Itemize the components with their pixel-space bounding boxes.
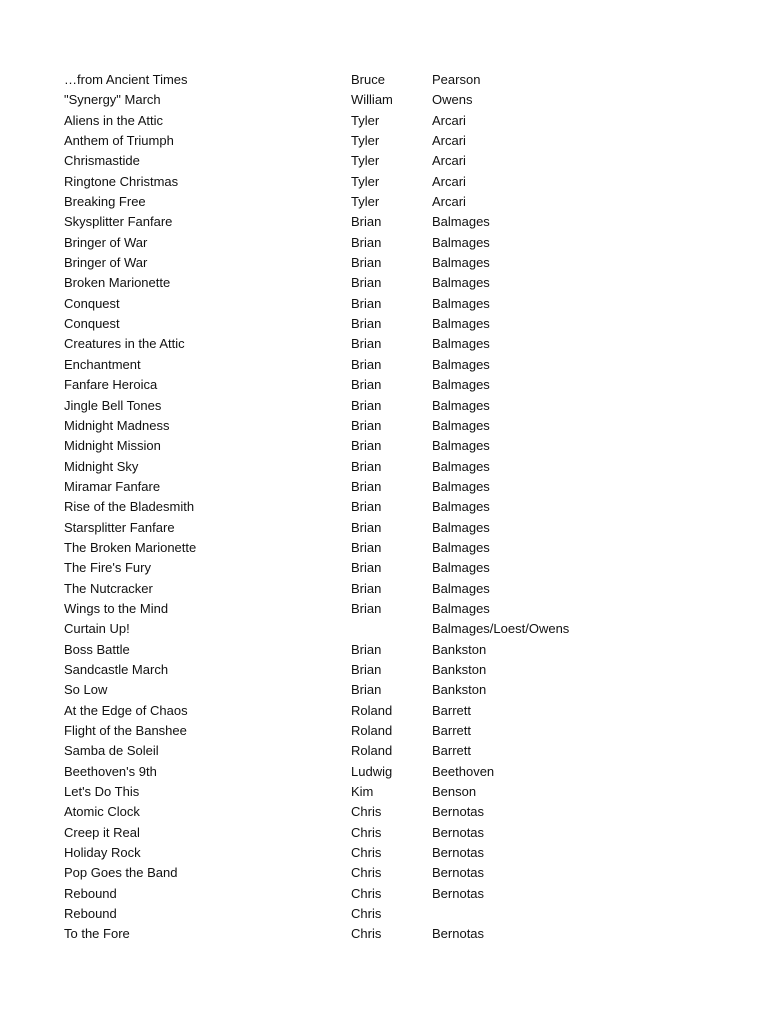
- piece-title: The Broken Marionette: [64, 539, 197, 555]
- list-row: [64, 497, 704, 517]
- piece-title: Midnight Sky: [64, 458, 139, 474]
- composer-first-name: Tyler: [351, 173, 380, 189]
- list-row: [64, 212, 704, 232]
- composer-first-name: Chris: [351, 885, 382, 901]
- composer-last-name: Balmages: [432, 336, 490, 352]
- piece-title: Broken Marionette: [64, 275, 171, 291]
- composer-last-name: Arcari: [432, 194, 466, 210]
- list-row: [64, 253, 704, 273]
- list-row: [64, 640, 704, 660]
- list-row: [64, 375, 704, 395]
- piece-title: Samba de Soleil: [64, 743, 159, 759]
- list-row: [64, 924, 704, 944]
- piece-title: So Low: [64, 682, 108, 698]
- composer-first-name: Brian: [351, 377, 382, 393]
- composer-first-name: Brian: [351, 295, 382, 311]
- list-row: [64, 762, 704, 782]
- list-row: [64, 721, 704, 741]
- piece-title: Bringer of War: [64, 255, 148, 271]
- composer-first-name: Brian: [351, 275, 382, 291]
- piece-title: Boss Battle: [64, 641, 130, 657]
- piece-title: The Nutcracker: [64, 580, 153, 596]
- list-row: [64, 436, 704, 456]
- composer-last-name: Balmages: [432, 214, 490, 230]
- composer-first-name: Chris: [351, 824, 382, 840]
- composer-last-name: Balmages: [432, 519, 490, 535]
- piece-title: "Synergy" March: [64, 92, 161, 108]
- piece-title: Rise of the Bladesmith: [64, 499, 195, 515]
- piece-title: Curtain Up!: [64, 621, 130, 637]
- composer-first-name: Brian: [351, 600, 382, 616]
- list-row: [64, 131, 704, 151]
- composer-last-name: Bernotas: [432, 845, 485, 861]
- composer-first-name: Brian: [351, 316, 382, 332]
- list-row: [64, 558, 704, 578]
- list-row: [64, 314, 704, 334]
- composer-first-name: Brian: [351, 458, 382, 474]
- composer-first-name: Chris: [351, 865, 382, 881]
- list-row: [64, 701, 704, 721]
- piece-title: …from Ancient Times: [64, 72, 188, 87]
- piece-title: Midnight Madness: [64, 417, 170, 433]
- composer-last-name: Balmages: [432, 295, 490, 311]
- composer-last-name: Bankston: [432, 682, 487, 698]
- composer-last-name: Arcari: [432, 133, 466, 149]
- composer-first-name: Chris: [351, 906, 382, 922]
- list-row: [64, 273, 704, 293]
- list-row: [64, 579, 704, 599]
- composer-first-name: Brian: [351, 560, 382, 576]
- composer-last-name: Balmages: [432, 560, 490, 576]
- composer-first-name: Chris: [351, 845, 382, 861]
- composer-last-name: Pearson: [432, 72, 481, 87]
- piece-title: To the Fore: [64, 926, 130, 942]
- list-row: [64, 884, 704, 904]
- composer-last-name: Balmages: [432, 499, 490, 515]
- composer-first-name: Brian: [351, 580, 382, 596]
- list-row: [64, 334, 704, 354]
- composer-first-name: Brian: [351, 519, 382, 535]
- list-row: [64, 843, 704, 863]
- piece-title: Starsplitter Fanfare: [64, 519, 175, 535]
- composer-first-name: Brian: [351, 478, 382, 494]
- piece-title: Creep it Real: [64, 824, 140, 840]
- composer-last-name: Bernotas: [432, 926, 485, 942]
- piece-title: Let's Do This: [64, 784, 140, 800]
- composer-last-name: Bernotas: [432, 804, 485, 820]
- music-title-list: [64, 70, 704, 945]
- composer-last-name: Balmages: [432, 458, 490, 474]
- composer-first-name: Brian: [351, 397, 382, 413]
- list-row: [64, 680, 704, 700]
- piece-title: Chrismastide: [64, 153, 140, 169]
- list-row: [64, 660, 704, 680]
- composer-first-name: Ludwig: [351, 763, 393, 779]
- composer-first-name: Brian: [351, 499, 382, 515]
- list-row: [64, 111, 704, 131]
- composer-last-name: Balmages: [432, 255, 490, 271]
- composer-last-name: Beethoven: [432, 763, 495, 779]
- list-row: [64, 294, 704, 314]
- list-row: [64, 802, 704, 822]
- composer-last-name: Balmages: [432, 275, 490, 291]
- composer-first-name: Brian: [351, 356, 382, 372]
- composer-last-name: Balmages: [432, 438, 490, 454]
- composer-last-name: Balmages: [432, 316, 490, 332]
- composer-first-name: Roland: [351, 743, 393, 759]
- composer-last-name: Balmages: [432, 377, 490, 393]
- list-row: [64, 599, 704, 619]
- list-row: [64, 355, 704, 375]
- list-row: [64, 619, 704, 639]
- list-row: [64, 518, 704, 538]
- composer-first-name: Brian: [351, 234, 382, 250]
- composer-last-name: Barrett: [432, 723, 472, 738]
- composer-last-name: Benson: [432, 784, 477, 800]
- composer-last-name: Balmages: [432, 356, 490, 372]
- composer-last-name: Bernotas: [432, 824, 485, 840]
- piece-title: The Fire's Fury: [64, 560, 151, 576]
- composer-first-name: Kim: [351, 784, 374, 800]
- composer-last-name: Balmages: [432, 397, 490, 413]
- piece-title: Aliens in the Attic: [64, 112, 163, 128]
- composer-last-name: Arcari: [432, 153, 466, 169]
- list-row: [64, 90, 704, 110]
- composer-first-name: Brian: [351, 255, 382, 271]
- composer-first-name: Bruce: [351, 72, 385, 87]
- composer-last-name: Owens: [432, 92, 473, 108]
- piece-title: Conquest: [64, 295, 120, 311]
- piece-title: Sandcastle March: [64, 661, 169, 677]
- composer-last-name: Balmages/Loest/Owens: [432, 621, 570, 637]
- piece-title: Jingle Bell Tones: [64, 397, 162, 413]
- composer-first-name: Brian: [351, 336, 382, 352]
- list-row: [64, 457, 704, 477]
- list-row: [64, 233, 704, 253]
- list-row: [64, 904, 704, 924]
- composer-first-name: Brian: [351, 661, 382, 677]
- composer-first-name: Roland: [351, 702, 393, 718]
- list-row: [64, 477, 704, 497]
- composer-first-name: William: [351, 92, 393, 108]
- piece-title: Rebound: [64, 906, 117, 922]
- list-row: [64, 782, 704, 802]
- composer-first-name: Tyler: [351, 194, 380, 210]
- piece-title: Bringer of War: [64, 234, 148, 250]
- composer-last-name: Bankston: [432, 661, 487, 677]
- list-row: [64, 70, 704, 90]
- piece-title: Fanfare Heroica: [64, 377, 158, 393]
- piece-title: Anthem of Triumph: [64, 133, 174, 149]
- composer-last-name: Balmages: [432, 580, 490, 596]
- list-row: [64, 396, 704, 416]
- piece-title: Skysplitter Fanfare: [64, 214, 173, 230]
- composer-last-name: Bernotas: [432, 885, 485, 901]
- composer-first-name: Brian: [351, 539, 382, 555]
- piece-title: Enchantment: [64, 356, 141, 372]
- composer-last-name: Arcari: [432, 173, 466, 189]
- composer-last-name: Balmages: [432, 539, 490, 555]
- piece-title: At the Edge of Chaos: [64, 702, 188, 718]
- composer-last-name: Barrett: [432, 743, 472, 759]
- piece-title: Creatures in the Attic: [64, 336, 185, 352]
- composer-first-name: Tyler: [351, 153, 380, 169]
- composer-first-name: Brian: [351, 682, 382, 698]
- composer-last-name: Arcari: [432, 112, 466, 128]
- list-row: [64, 416, 704, 436]
- composer-last-name: Bankston: [432, 641, 487, 657]
- piece-title: Wings to the Mind: [64, 600, 169, 616]
- list-row: [64, 172, 704, 192]
- composer-first-name: Brian: [351, 438, 382, 454]
- composer-first-name: Tyler: [351, 133, 380, 149]
- list-row: [64, 741, 704, 761]
- piece-title: Rebound: [64, 885, 117, 901]
- list-row: [64, 192, 704, 212]
- composer-first-name: Chris: [351, 804, 382, 820]
- piece-title: Beethoven's 9th: [64, 763, 157, 779]
- composer-first-name: Brian: [351, 641, 382, 657]
- composer-last-name: Barrett: [432, 702, 472, 718]
- piece-title: Midnight Mission: [64, 438, 161, 454]
- list-row: [64, 538, 704, 558]
- piece-title: Miramar Fanfare: [64, 478, 161, 494]
- composer-first-name: Chris: [351, 926, 382, 942]
- composer-first-name: Tyler: [351, 112, 380, 128]
- composer-first-name: Brian: [351, 417, 382, 433]
- composer-last-name: Balmages: [432, 234, 490, 250]
- composer-first-name: Roland: [351, 723, 393, 738]
- piece-title: Atomic Clock: [64, 804, 140, 820]
- composer-last-name: Balmages: [432, 600, 490, 616]
- composer-last-name: Balmages: [432, 478, 490, 494]
- list-row: [64, 863, 704, 883]
- piece-title: Flight of the Banshee: [64, 723, 187, 738]
- piece-title: Conquest: [64, 316, 120, 332]
- composer-last-name: Balmages: [432, 417, 490, 433]
- piece-title: Ringtone Christmas: [64, 173, 179, 189]
- piece-title: Holiday Rock: [64, 845, 141, 861]
- list-row: [64, 823, 704, 843]
- piece-title: Pop Goes the Band: [64, 865, 178, 881]
- composer-last-name: Bernotas: [432, 865, 485, 881]
- piece-title: Breaking Free: [64, 194, 146, 210]
- composer-first-name: Brian: [351, 214, 382, 230]
- list-row: [64, 151, 704, 171]
